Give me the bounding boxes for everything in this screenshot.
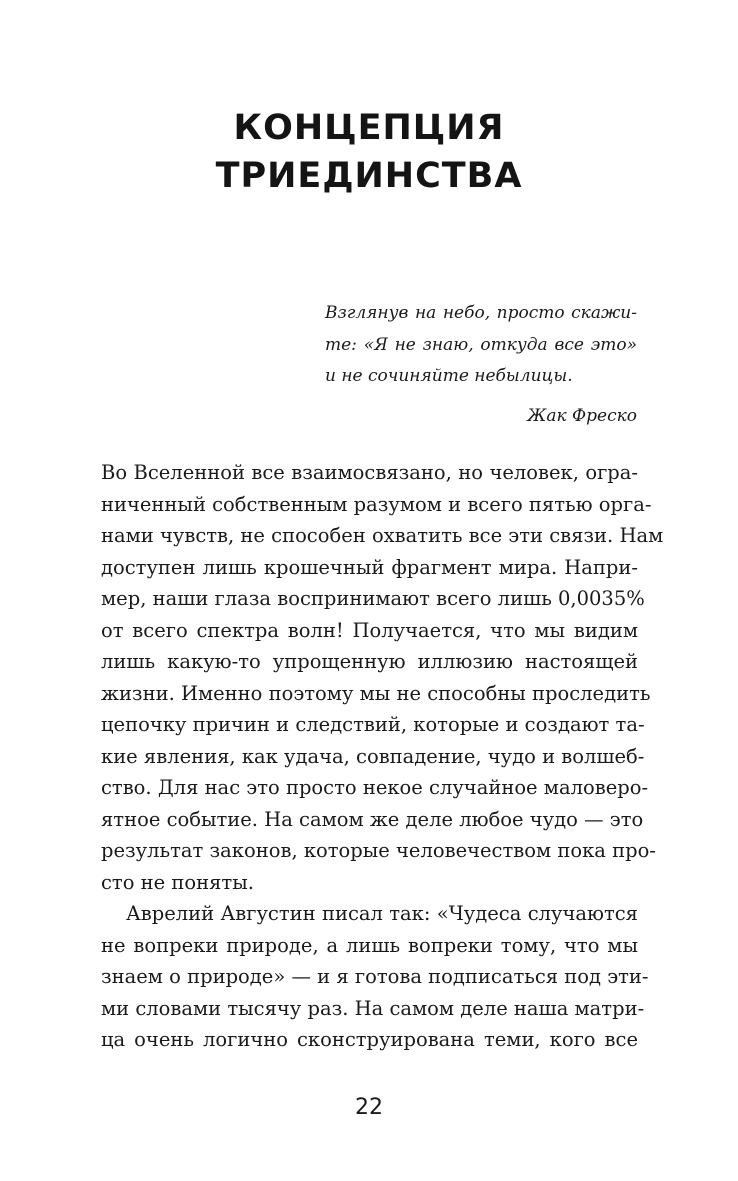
text-line: ятное событие. На самом же деле любое чудо — это: [101, 807, 644, 831]
text-line: сто не поняты.: [101, 870, 254, 894]
text-line: доступен лишь крошечный фрагмент мира. Напри-: [101, 555, 638, 579]
paragraph-2: [101, 898, 649, 1056]
epigraph: [325, 298, 637, 432]
text-line: результат законов, которые человечеством пока про-: [101, 839, 656, 862]
chapter-title-line-2: ТРИЕДИНСТВА: [215, 156, 523, 196]
body-text: [101, 457, 664, 1056]
text-line: ми словами тысячу раз. На самом деле наша матри-: [101, 996, 645, 1020]
text-line: Во Вселенной все взаимосвязано, но человек, огра-: [101, 461, 638, 484]
text-line: ца очень логично сконструирована теми, кого все: [101, 1028, 638, 1051]
text-line: мер, наши глаза воспринимают всего лишь 0,0035%: [101, 587, 645, 610]
epigraph-author: Жак Фреско: [527, 405, 637, 426]
text-line: жизни. Именно поэтому мы не способны проследить: [101, 681, 651, 705]
epigraph-line: те: «Я не знаю, откуда все это»: [325, 334, 637, 355]
page-number: 22: [355, 1095, 383, 1120]
text-line: от всего спектра волн! Получается, что мы видим: [101, 618, 638, 642]
text-line: знаем о природе» — и я готова подписаться под эти-: [101, 965, 649, 988]
paragraph-1: [101, 457, 664, 898]
text-line: кие явления, как удача, совпадение, чудо и волшеб-: [101, 744, 645, 768]
chapter-title: [0, 104, 738, 200]
epigraph-line: и не сочиняйте небылицы.: [325, 366, 573, 386]
text-line: лишь какую-то упрощенную иллюзию настоящей: [101, 650, 638, 673]
text-line: ниченный собственным разумом и всего пятью орга-: [101, 492, 652, 516]
text-line: цепочку причин и следствий, которые и создают та-: [101, 713, 645, 736]
text-line: ство. Для нас это просто некое случайное маловеро-: [101, 776, 649, 799]
chapter-title-line-1: КОНЦЕПЦИЯ: [233, 108, 505, 148]
text-line: нами чувств, не способен охватить все эти связи. Нам: [101, 524, 664, 547]
text-line: не вопреки природе, а лишь вопреки тому, что мы: [101, 933, 638, 957]
epigraph-line: Взглянув на небо, просто скажи-: [325, 303, 637, 323]
text-line: Аврелий Августин писал так: «Чудеса случаются: [126, 902, 638, 925]
